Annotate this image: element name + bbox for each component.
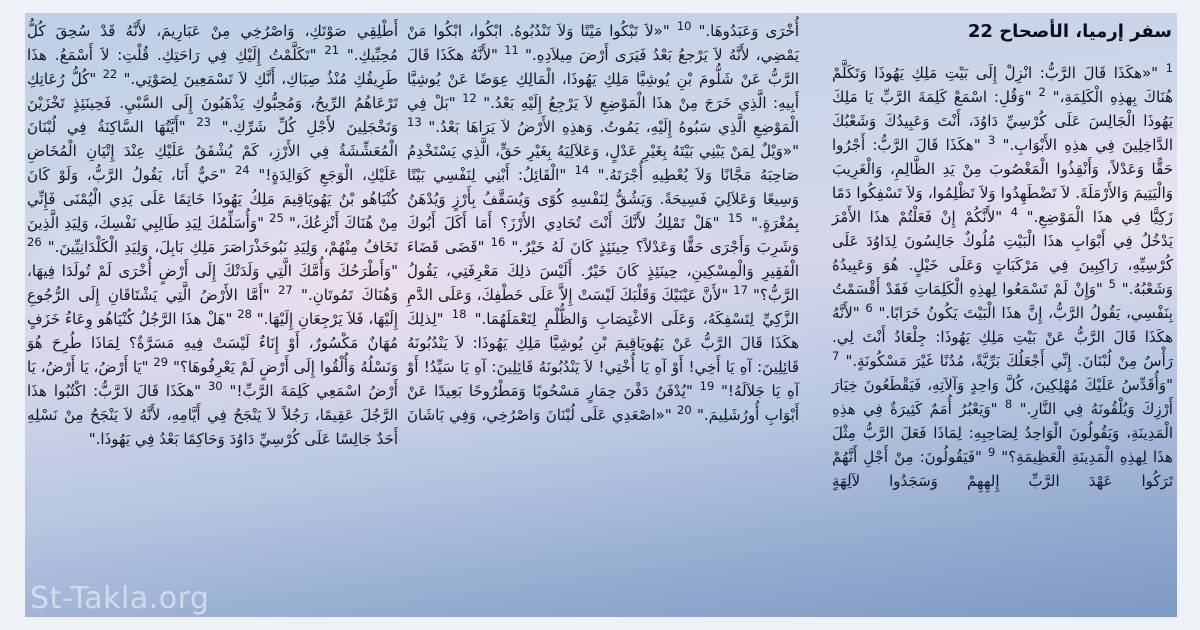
chapter-title: سفر إرميا، الأصحاح 22: [967, 21, 1172, 42]
sttakla-watermark: St-Takla.org: [30, 581, 210, 616]
verse-number: 22: [102, 67, 118, 81]
verse-number: 7: [832, 349, 840, 363]
verse-number: 3: [987, 133, 996, 147]
verse-number: 26: [27, 235, 42, 249]
verse-number: 10: [676, 19, 692, 33]
verse-number: 5: [1108, 277, 1116, 291]
verse-number: 21: [324, 43, 340, 57]
verse-number: 20: [677, 403, 692, 417]
verse-number: 13: [407, 115, 422, 129]
bible-text-image: [25, 13, 1177, 617]
verse-number: 9: [987, 445, 996, 459]
text-column-left-verses-20-30: أَطْلِقِي صَوْتَكِ، وَاصْرُخِي مِنْ عَبَارِيمَ، لأَنَّهُ قَدْ سُحِقَ كُلُّ مُحِبِّيكِ." $^{21}$ "تَكَلَّمْتُ إِلَيْكِ فِي رَاحَتِكِ. قُلْتِ: لاَ أَسْمَعُ. هذَا طَرِيقُكِ مُنْذُ صِبَاكِ، أَنَّكِ لاَ تَسْمَعِينَ لِصَوْتِي." $^{22}$ "كُلُّ رُعَاتِكِ تَرْعَاهُمُ الرِّيحُ، وَمُحِبُّوكِ يَذْهَبُونَ إِلَى السَّبْيِ. فَحِينَئِذٍ تَخْزَيْنَ وَتَخْجَلِينَ لأَجْلِ كُلِّ شَرِّكِ." $^{23}$ "أَيَّتُهَا السَّاكِنَةُ فِي لُبْنَانَ الْمُعَشِّشَةُ فِي الأَرْزِ، كَمْ يُشْفَقُ عَلَيْكِ عِنْدَ إِتْيَانِ الْمُخَاضِ عَلَيْكِ، الْوَجَعِ كَوَالِدَةٍ!" $^{24}$ "حَيٌّ أَنَا، يَقُولُ الرَّبُّ، وَلَوْ كَانَ كُنْيَاهُو بْنُ يَهُويَاقِيمَ مَلِكُ يَهُوذَا خَاتِمًا عَلَى يَدِي الْيُمْنَى فَإِنِّي مِنْ هُنَاكَ أَنْزِعُكَ،" $^{25}$ "وَأُسَلِّمُكَ لِيَدِ طَالِبِي نَفْسِكَ، وَلِيَدِ الَّذِينَ تَخَافُ مِنْهُمْ، وَلِيَدِ نَبُوخَذْرَاصَرَ مَلِكِ بَابِلَ، وَلِيَدِ الْكَلْدَانِيِّينَ." $^{26}$ "وَأَطْرَحُكَ وَأُمَّكَ الَّتِي وَلَدَتْكَ إِلَى أَرْضٍ أُخْرَى لَمْ تُولَدَا فِيهَا، وَهُنَاكَ تَمُوتَانِ." $^{27}$ "أَمَّا الأَرْضُ الَّتِي يَشْتَاقَانِ إِلَى الرُّجُوعِ إِلَيْهَا، فَلاَ يَرْجِعَانِ إِلَيْهَا." $^{28}$ "هَلْ هذَا الرَّجُلُ كُنْيَاهُو وِعَاءُ خَزَفٍ مُهَانٌ مَكْسُورٌ، أَوْ إِنَاءٌ لَيْسَتْ فِيهِ مَسَرَّةٌ؟ لِمَاذَا طُرِحَ هُوَ وَنَسْلُهُ وَأُلْقُوا إِلَى أَرْضٍ لَمْ يَعْرِفُوهَا؟" $^{29}$ "يَا أَرْضُ، يَا أَرْضُ، يَا أَرْضُ اسْمَعِي كَلِمَةَ الرَّبِّ!" $^{30}$ "هكَذَا قَالَ الرَّبُّ: اكْتُبُوا هذَا الرَّجُلَ عَقِيمًا، رَجُلاً لاَ يَنْجَحُ فِي أَيَّامِهِ، لأَنَّهُ لاَ يَنْجَحُ مِنْ نَسْلِهِ أَحَدٌ جَالِسًا عَلَى كُرْسِيِّ دَاوُدَ وَحَاكِمًا بَعْدُ فِي يَهُوذَا.": [27, 22, 399, 448]
verse-number: 28: [237, 307, 252, 321]
verse-number: 15: [728, 211, 743, 225]
verse-number: 14: [574, 163, 590, 177]
text-column-right-verses-1-9: $^1$ "«هكَذَا قَالَ الرَّبُّ: انْزِلْ إِلَى بَيْتِ مَلِكِ يَهُوذَا وَتَكَلَّمْ هُنَاكَ بِهذِهِ الْكَلِمَةِ،" $^2$ "وَقُلِ: اسْمَعْ كَلِمَةَ الرَّبِّ يَا مَلِكَ يَهُوذَا الْجَالِسَ عَلَى كُرْسِيِّ دَاوُدَ، أَنْتَ وَعَبِيدُكَ وَشَعْبُكَ الدَّاخِلِينَ فِي هذِهِ الأَبْوَابِ." $^3$ "هكَذَا قَالَ الرَّبُّ: أَجْرُوا حَقًّا وَعَدْلاً، وَأَنْقِذُوا الْمَغْصُوبَ مِنْ يَدِ الظَّالِمِ، وَالْغَرِيبَ وَالْيَتِيمَ وَالأَرْمَلَةَ. لاَ تَضْطَهِدُوا وَلاَ تَظْلِمُوا، وَلاَ تَسْفِكُوا دَمًا زَكِيًّا فِي هذَا الْمَوْضِعِ." $^4$ "لأَنَّكُمْ إِنْ فَعَلْتُمْ هذَا الأَمْرَ يَدْخُلُ فِي أَبْوَابِ هذَا الْبَيْتِ مُلُوكٌ جَالِسُونَ لِدَاوُدَ عَلَى كُرْسِيِّهِ، رَاكِبِينَ فِي مَرْكَبَاتٍ وَعَلَى خَيْلٍ. هُوَ وَعَبِيدُهُ وَشَعْبُهُ." $^5$ "وَإِنْ لَمْ تَسْمَعُوا لِهذِهِ الْكَلِمَاتِ فَقَدْ أَقْسَمْتُ بِنَفْسِي، يَقُولُ الرَّبُّ، إِنَّ هذَا الْبَيْتَ يَكُونُ خَرَابًا." $^6$ "لأَنَّهُ هكَذَا قَالَ الرَّبُّ عَنْ بَيْتِ مَلِكِ يَهُوذَا: جِلْعَادُ أَنْتَ لِي. رَأْسٌ مِنْ لُبْنَانَ. إِنِّي أَجْعَلُكَ بَرِّيَّةً، مُدُنًا غَيْرَ مَسْكُونَةٍ." $^7$ "وَأُقَدِّسُ عَلَيْكَ مُهْلِكِينَ، كُلَّ وَاحِدٍ وَآلاَتِهِ، فَيَقْطَعُونَ خِيَارَ أَرْزِكَ وَيُلْقُونَهُ فِي النَّارِ." $^8$ "وَيَعْبُرُ أُمَمٌ كَثِيرَةٌ فِي هذِهِ الْمَدِينَةِ، وَيَقُولُونَ الْوَاحِدُ لِصَاحِبِهِ: لِمَاذَا فَعَلَ الرَّبُّ مِثْلَ هذَا لِهذِهِ الْمَدِينَةِ الْعَظِيمَةِ؟" $^9$ "فَيَقُولُونَ: مِنْ أَجْلِ أَنَّهُمْ تَرَكُوا عَهْدَ الرَّبِّ إِلهِهِمْ وَسَجَدُوا لآلِهَةٍ: [832, 61, 1173, 490]
verse-number: 11: [504, 43, 519, 57]
verse-number: 17: [733, 283, 748, 297]
verse-number: 4: [1010, 205, 1019, 219]
verse-number: 18: [451, 307, 467, 321]
verse-number: 8: [1004, 397, 1013, 411]
verse-number: 29: [153, 355, 169, 369]
verse-number: 30: [207, 379, 223, 393]
verse-number: 19: [699, 379, 715, 393]
verse-number: 6: [865, 301, 873, 315]
verse-number: 1: [1165, 61, 1173, 75]
verse-number: 24: [234, 163, 250, 177]
verse-number: 23: [196, 115, 211, 129]
verse-number: 27: [278, 283, 293, 297]
verse-number: 12: [462, 91, 477, 105]
text-column-middle-verses-10-20: أُخْرَى وَعَبَدُوهَا." $^{10}$ "«لاَ تَبْكُوا مَيْتًا وَلاَ تَنْدُبُوهُ. ابْكُوا، ابْكُوا مَنْ يَمْضِي، لأَنَّهُ لاَ يَرْجعُ بَعْدُ فَيَرَى أَرْضَ مِيلاَدِهِ." $^{11}$ "لأَنَّهُ هكَذَا قَالَ الرَّبُّ عَنْ شَلُّومَ بْنِ يُوشِيَّا مَلِكِ يَهُوذَا، الْمَالِكِ عِوَضًا عَنْ يُوشِيَّا أَبِيهِ: الَّذِي خَرَجَ مِنْ هذَا الْمَوْضِعِ لاَ يَرْجِعُ إِلَيْهِ بَعْدُ." $^{12}$ "بَلْ فِي الْمَوْضِعِ الَّذِي سَبُوهُ إِلَيْهِ، يَمُوتُ. وَهذِهِ الأَرْضُ لاَ يَرَاهَا بَعْدُ." $^{13}$ "«وَيْلٌ لِمَنْ يَبْنِي بَيْتَهُ بِغَيْرِ عَدْلٍ، وَعَلاَلِيَهُ بِغَيْرِ حَقٍّ، الَّذِي يَسْتَخْدِمُ صَاحِبَهُ مَجَّانًا وَلاَ يُعْطِيهِ أُجْرَتَهُ." $^{14}$ "الْقَائِلُ: أَبْنِي لِنَفْسِي بَيْتًا وَسِيعًا وَعَلاَلِيَ فَسِيحَةً. وَيَشُقُّ لِنَفْسِهِ كُوًى وَيُسَقَّفُ بِأَرْزٍ وَيُدْهَنُ بِمُغْرَةٍ." $^{15}$ "هَلْ تَمْلِكُ لأَنَّكَ أَنْتَ تُحَادِي الأَرْزَ؟ أَمَا أَكَلَ أَبُوكَ وَشَرِبَ وَأَجْرَى حَقًّا وَعَدْلاً؟ حِينَئِذٍ كَانَ لَهُ خَيْرٌ." $^{16}$ "قَضَى قَضَاءَ الْفَقِيرِ وَالْمِسْكِينِ، حِينَئِذٍ كَانَ خَيْرٌ. أَلَيْسَ ذلِكَ مَعْرِفَتِي، يَقُولُ الرَّبُّ؟" $^{17}$ "لأَنَّ عَيْنَيْكَ وَقَلْبَكَ لَيْسَتْ إِلاَّ عَلَى خَطْفِكَ، وَعَلَى الدَّمِ الزَّكِيِّ لِتَسْفِكَهُ، وَعَلَى الاغْتِصَابِ وَالظُّلْمِ لِتَعْمَلَهُمَا." $^{18}$ "لِذلِكَ هكَذَا قَالَ الرَّبُّ عَنْ يَهُويَاقِيمَ بْنِ يُوشِيَّا مَلِكِ يَهُوذَا: لاَ يَنْدُبُونَهُ قَائِلِينَ: آهِ يَا أَخِي! أَوْ آهِ يَا أُخْتِي! لاَ يَنْدُبُونَهُ قَائِلِينَ: آهِ يَا سَيِّدُ! أَوْ آهِ يَا جَلاَلَهُ!" $^{19}$ "يُدْفَنُ دَفْنَ حِمَارٍ مَسْحُوبًا وَمَطْرُوحًا بَعِيدًا عَنْ أَبْوَابِ أُورُشَلِيمَ." $^{20}$ "«اصْعَدِي عَلَى لُبْنَانَ وَاصْرُخِي، وَفِي بَاشَانَ: [407, 19, 800, 424]
verse-number: 2: [1038, 85, 1046, 99]
verse-number: 25: [269, 211, 284, 225]
verse-number: 16: [490, 235, 506, 249]
